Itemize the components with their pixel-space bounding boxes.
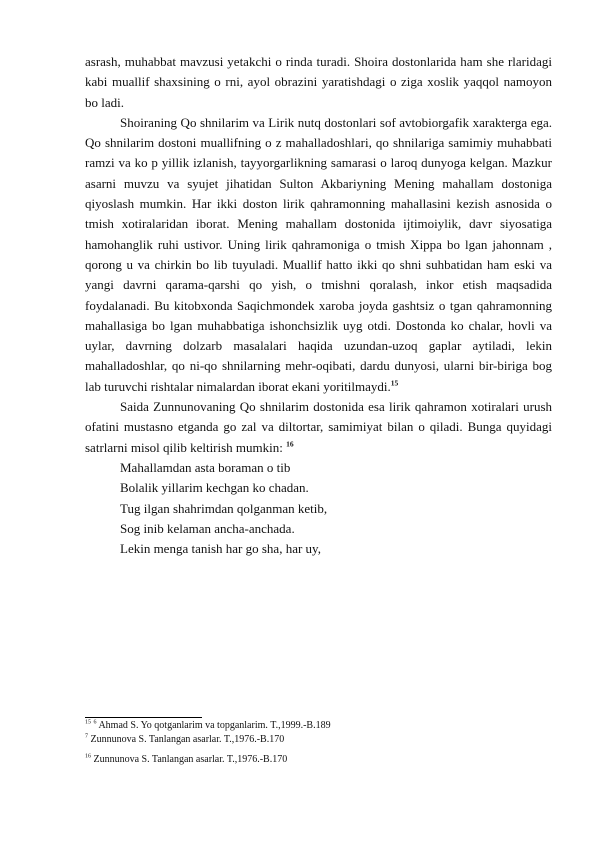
- verse-line-4: Sog inib kelaman ancha-anchada.: [120, 520, 295, 536]
- paragraph-1-text: asrash, muhabbat mavzusi yetakchi o rinda turadi. Shoira dostonlarida ham she rlaridagi kabi muallif shaxsining o rni, ayol obrazini yaratishdagi o ziga xoslik yaqqol namoyon bo ladi.: [85, 54, 552, 110]
- verse-line-1: Mahallamdan asta boraman o tib: [120, 459, 291, 475]
- footnote-16: [85, 753, 552, 767]
- paragraph-2-text: Shoiraning Qo shnilarim va Lirik nutq dostonlari sof avtobiorgafik xarakterga ega. Qo shnilarim dostoni muallifning o z mahalladoshlari, qo shnilariga samimiy muhabbati ramzi va ko p yillik izlanish, tayyorgarlikning samarasi o laroq dunyoga kelgan. Mazkur asarni muvzu va syujet jihatidan Sulton Akbariyning Mening mahallam dostoniga qiyoslash mumkin. Har ikki doston lirik qahramonning mahallasini kezish asnosida o tmish xotiralaridan iborat. Mening mahallam dostonida ijtimoiylik, davr siyosatiga hamohanglik ruhi ustivor. Uning lirik qahramoniga o tmish Xippa bo lgan jahonnam , qorong u va chirkin bo lib tuyuladi. Muallif hatto ikki qo shni suhbatidan ham eski va yangi davrni qarama-qarshi qo yish, o tmishni qoralash, inkor etish maqsadida foydalanadi. Bu kitobxonda Saqichmondek xaroba joyda gashtsiz o tgan qahramonning mahallasiga bo lgan muhabbatiga ishonchsizlik uyg otdi. Dostonda ko chalar, hovli va uylar, davrning dolzarb masalalari haqida uzundan-uzoq gaplar aytiladi, lekin mahalladoshlar, qo ni-qo shnilarning mehr-oqibati, dardu dunyosi, ularni bir-biriga bog lab turuvchi rishtalar nimalardan iborat ekani yoritilmaydi.: [85, 114, 552, 394]
- document-body: [85, 52, 552, 559]
- footnote-mark-secondary: 6: [93, 719, 97, 726]
- footnote-mark: 15: [85, 719, 91, 726]
- footnote-separator: [85, 717, 202, 718]
- verse-line-3: Tug ilgan shahrimdan qolganman ketib,: [120, 500, 328, 516]
- footnote-15: [85, 719, 552, 733]
- footnote-text: Zunnunova S. Tanlangan asarlar. T.,1976.-B.170: [93, 754, 288, 765]
- footnote-7: [85, 733, 552, 747]
- verse-line-5: Lekin menga tanish har go sha, har uy,: [120, 541, 321, 557]
- paragraph-3: [85, 397, 552, 458]
- footnote-text: Ahmad S. Yo qotganlarim va topganlarim. T.,1999.-B.189: [98, 720, 331, 731]
- paragraph-1: [85, 52, 552, 113]
- paragraph-2: [85, 113, 552, 397]
- verse-line-2: Bolalik yillarim kechgan ko chadan.: [120, 480, 309, 496]
- footnotes: [85, 719, 552, 767]
- footnote-mark: 16: [85, 753, 91, 760]
- footnote-ref-15: 15: [390, 378, 399, 388]
- footnote-ref-16: 16: [286, 439, 294, 449]
- footnote-text: Zunnunova S. Tanlangan asarlar. T.,1976.-B.170: [90, 734, 285, 745]
- footnote-mark: 7: [85, 733, 88, 740]
- paragraph-3-text: Saida Zunnunovaning Qo shnilarim dostonida esa lirik qahramon xotiralari urush ofatini mustasno etganda go zal va diltortar, samimiyat bilan o qiladi. Bunga quyidagi satrlarni misol qilib keltirish mumkin:: [85, 399, 552, 455]
